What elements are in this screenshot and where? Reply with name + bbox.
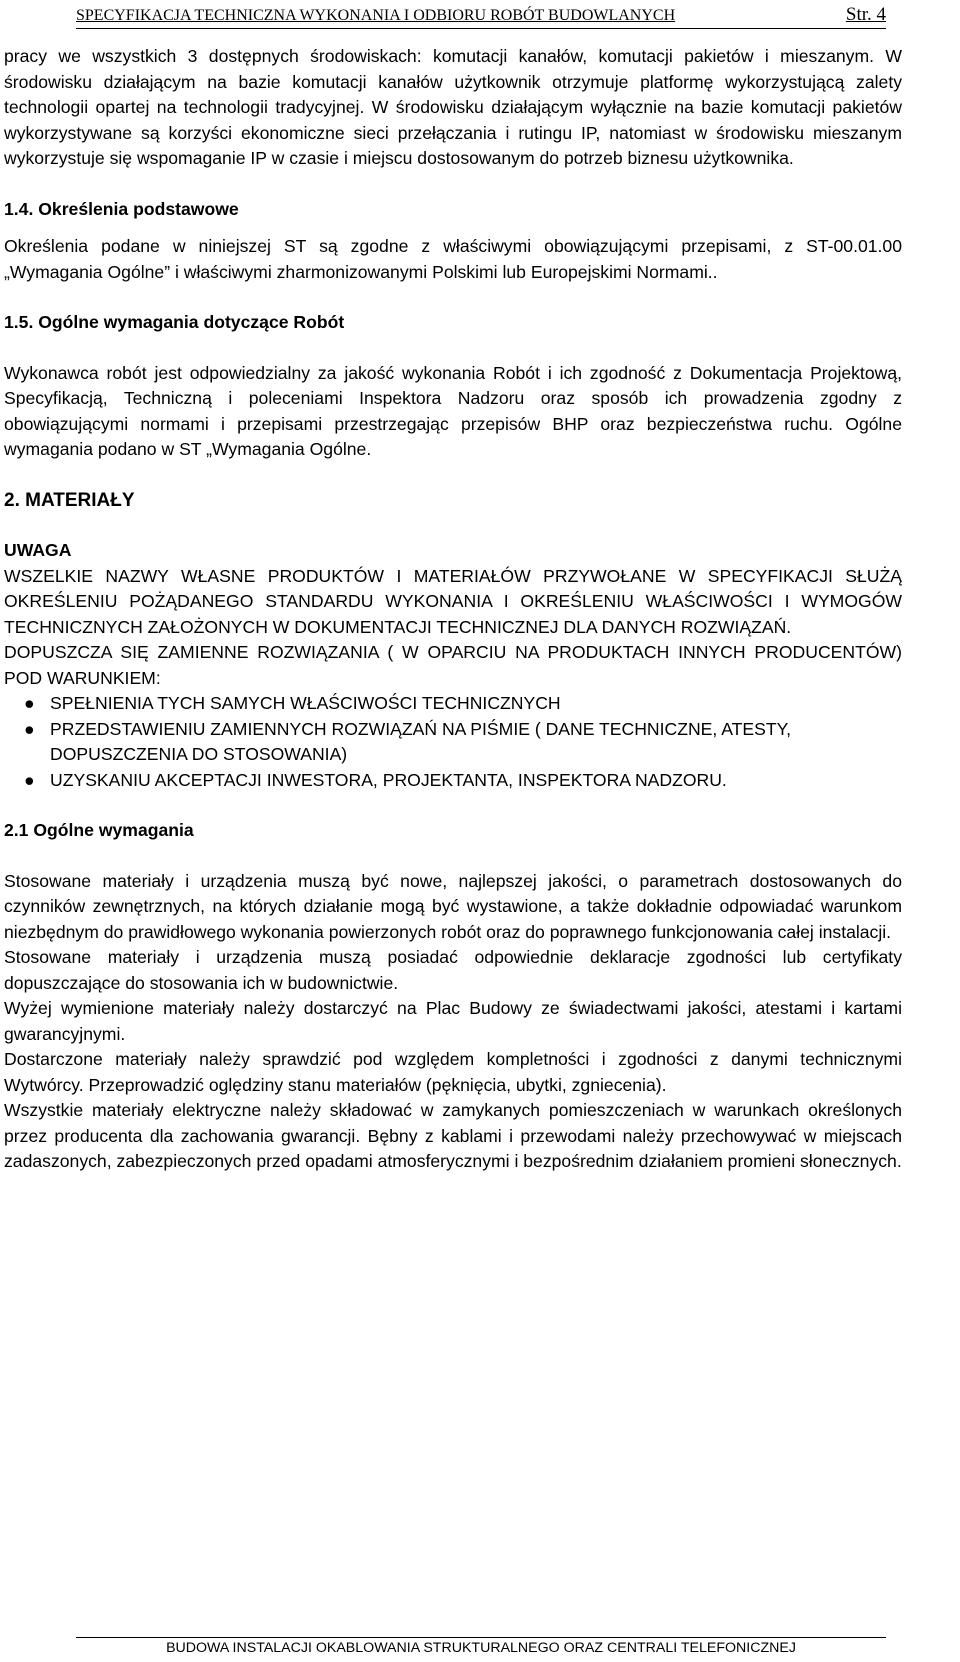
materials-paragraph: Wszystkie materiały elektryczne należy składować w zamykanych pomieszczeniach w warunkach określonych przez producenta dla zachowania gwarancji. Bębny z kablami i przewodami należy przechowywać w miejscach zadaszonych, zabezpieczonych przed opadami atmosferycznymi i bezpośrednim działaniem promieni słonecznych. [4, 1100, 902, 1171]
paragraph-intro: pracy we wszystkich 3 dostępnych środowiskach: komutacji kanałów, komutacji pakietów i mieszanym. W środowisku działającym na bazie komutacji kanałów użytkownik otrzymuje platformę wykorzystującą zalety technologii opartej na technologii tradycyjnej. W środowisku działającym wyłącznie na bazie komutacji pakietów wykorzystywane są korzyści ekonomiczne sieci przełączania i rutingu IP, natomiast w środowisku mieszanym wykorzystuje się wspomaganie IP w czasie i miejscu dostosowanym do potrzeb biznesu użytkownika. [4, 46, 902, 168]
paragraph-general-requirements: Wykonawca robót jest odpowiedzialny za jakość wykonania Robót i ich zgodność z Dokumentacja Projektową, Specyfikacją, Techniczną i poleceniami Inspektora Nadzoru oraz sposób ich prowadzenia zgodny z obowiązującymi normami i przepisami przestrzegając przepisów BHP oraz bezpieczeństwa ruchu. Ogólne wymagania podano w ST „Wymagania Ogólne. [4, 362, 902, 459]
list-item-text: SPEŁNIENIA TYCH SAMYCH WŁAŚCIWOŚCI TECHNICZNYCH [50, 693, 561, 713]
list-item-text: UZYSKANIU AKCEPTACJI INWESTORA, PROJEKTANTA, INSPEKTORA NADZORU. [50, 769, 727, 790]
materials-paragraph: Wyżej wymienione materiały należy dostarczyć na Plac Budowy ze świadectwami jakości, atestami i kartami gwarancyjnymi. [4, 998, 902, 1044]
note-label: UWAGA [4, 540, 72, 560]
bullet-icon: ● [24, 718, 35, 739]
note-caps-paragraph-1: WSZELKIE NAZWY WŁASNE PRODUKTÓW I MATERIAŁÓW PRZYWOŁANE W SPECYFIKACJI SŁUŻĄ OKREŚLENIU POŻĄDANEGO STANDARDU WYKONANIA I OKREŚLENIU WŁAŚCIWOŚCI I WYMOGÓW TECHNICZNYCH ZAŁOŻONYCH W DOKUMENTACJI TECHNICZNEJ DLA DANYCH ROZWIĄZAŃ. [4, 565, 902, 637]
section-heading-1-5: 1.5. Ogólne wymagania dotyczące Robót [4, 312, 345, 332]
materials-paragraph: Dostarczone materiały należy sprawdzić pod względem kompletności i zgodności z danymi technicznymi Wytwórcy. Przeprowadzić oględziny stanu materiałów (pęknięcia, ubytki, zgniecenia). [4, 1049, 902, 1095]
header-title: SPECYFIKACJA TECHNICZNA WYKONANIA I ODBIORU ROBÓT BUDOWLANYCH [76, 7, 676, 24]
list-item [4, 717, 902, 768]
list-item-text: PRZEDSTAWIENIU ZAMIENNYCH ROZWIĄZAŃ NA PIŚMIE ( DANE TECHNICZNE, ATESTY, DOPUSZCZENIA DO STOSOWANIA) [50, 718, 791, 764]
page-number: Str. 4 [845, 4, 886, 25]
note-caps-paragraph-2: DOPUSZCZA SIĘ ZAMIENNE ROZWIĄZANIA ( W OPARCIU NA PRODUKTACH INNYCH PRODUCENTÓW) POD WARUNKIEM: [4, 642, 902, 688]
list-item [4, 691, 902, 717]
section-heading-1-4: 1.4. Określenia podstawowe [4, 198, 239, 219]
page-header [76, 5, 886, 29]
bullet-icon: ● [24, 693, 35, 713]
section-heading-2-1: 2.1 Ogólne wymagania [4, 820, 194, 840]
paragraph-definitions: Określenia podane w niniejszej ST są zgodne z właściwymi obowiązującymi przepisami, z ST-00.01.00 „Wymagania Ogólne” i właściwymi zharmonizowanymi Polskimi lub Europejskimi Normami.. [4, 236, 902, 282]
materials-paragraph: Stosowane materiały i urządzenia muszą posiadać odpowiednie deklaracje zgodności lub certyfikaty dopuszczające do stosowania ich w budownictwie. [4, 947, 902, 993]
page-footer: BUDOWA INSTALACJI OKABLOWANIA STRUKTURALNEGO ORAZ CENTRALI TELEFONICZNEJ [76, 1637, 886, 1657]
section-heading-2: 2. MATERIAŁY [4, 489, 135, 511]
bullet-icon: ● [24, 769, 35, 790]
list-item [4, 768, 902, 794]
document-body [4, 44, 902, 1175]
materials-paragraph: Stosowane materiały i urządzenia muszą być nowe, najlepszej jakości, o parametrach dostosowanych do czynników zewnętrznych, na których działanie mogą być wystawione, a także dokładnie odpowiadać warunkom niezbędnym do prawidłowego wykonania powierzonych robót oraz do poprawnego funkcjonowania całej instalacji. [4, 870, 902, 942]
